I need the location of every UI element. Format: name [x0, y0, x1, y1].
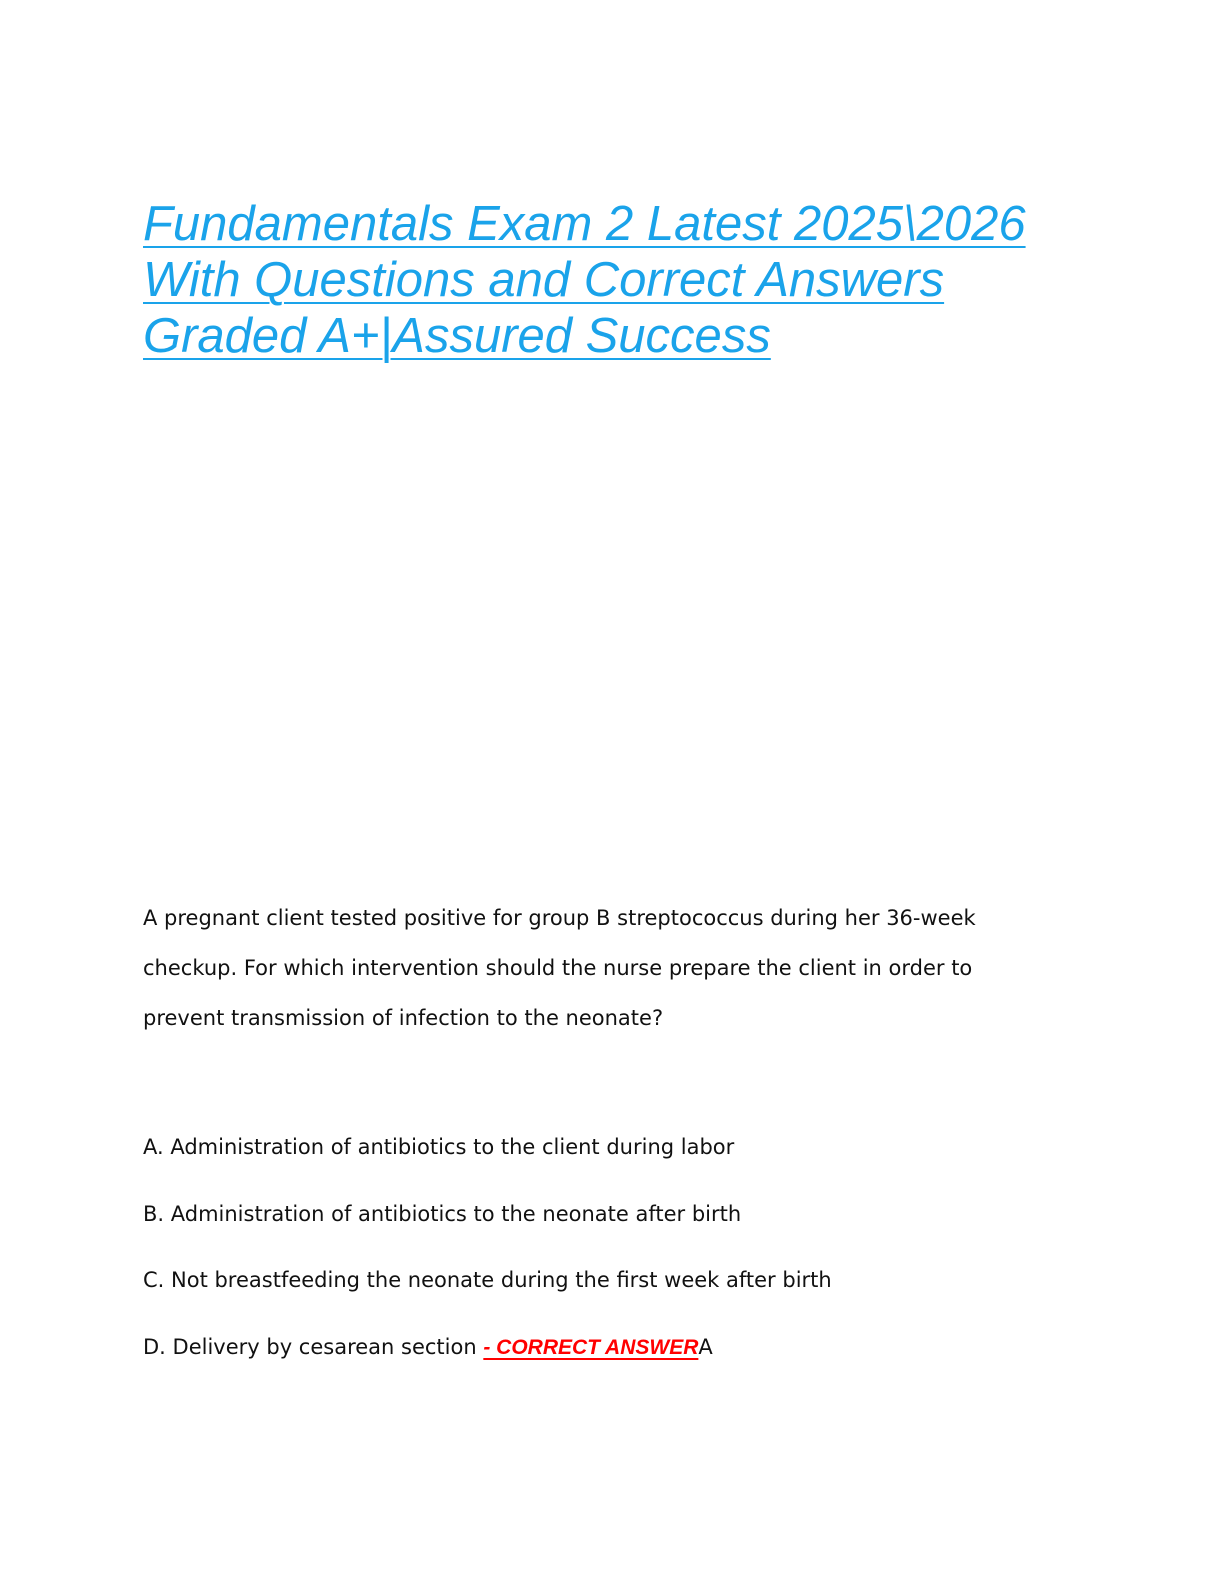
- document-title: [143, 196, 1083, 364]
- question-text: [143, 893, 1083, 1043]
- title-line-2: With Questions and Correct Answers: [143, 253, 945, 307]
- option-d-text: D. Delivery by cesarean section: [143, 1334, 484, 1359]
- option-a: A. Administration of antibiotics to the client during labor: [143, 1135, 735, 1159]
- correct-answer-letter: A: [698, 1334, 713, 1359]
- option-d: [143, 1327, 1083, 1394]
- title-line-3: Graded A+|Assured Success: [143, 309, 771, 363]
- title-line-1: Fundamentals Exam 2 Latest 2025\2026: [143, 197, 1026, 251]
- option-b: B. Administration of antibiotics to the neonate after birth: [143, 1201, 742, 1226]
- question-line-2: checkup. For which intervention should the nurse prepare the client in order to: [143, 956, 973, 980]
- answer-options: [143, 1127, 1083, 1393]
- option-c: C. Not breastfeeding the neonate during the first week after birth: [143, 1268, 832, 1292]
- question-line-3: prevent transmission of infection to the neonate?: [143, 1006, 664, 1030]
- correct-answer-tag: - CORRECT ANSWER: [483, 1335, 699, 1359]
- question-line-1: A pregnant client tested positive for group B streptococcus during her 36-week: [143, 906, 976, 930]
